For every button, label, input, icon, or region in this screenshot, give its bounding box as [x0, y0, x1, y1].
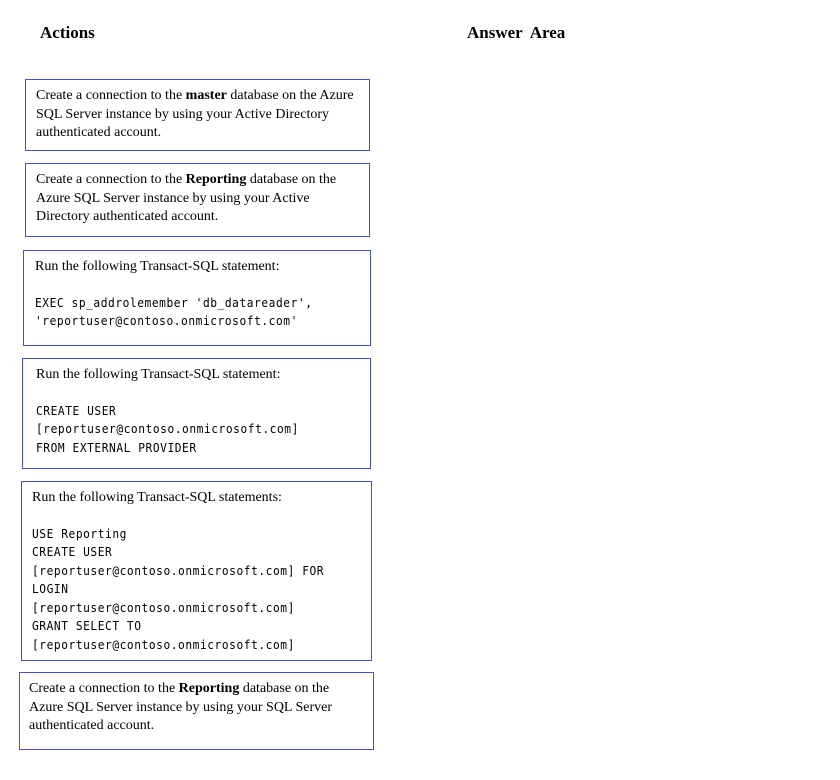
action-code: CREATE USER [reportuser@contoso.onmicrosoft.com] FROM EXTERNAL PROVIDER	[36, 403, 299, 455]
action-connect-master-ad[interactable]	[25, 79, 370, 151]
action-code: USE Reporting CREATE USER [reportuser@contoso.onmicrosoft.com] FOR LOGIN [reportuser@contoso.onmicrosoft.com] GRANT SELECT TO [reportuser@contoso.onmicrosoft.com]	[32, 526, 325, 652]
action-connect-reporting-ad[interactable]	[25, 163, 370, 237]
action-text: Run the following Transact-SQL statement:	[35, 259, 280, 274]
action-text: Run the following Transact-SQL statement:	[36, 367, 281, 382]
action-run-create-user-login-grant[interactable]	[21, 481, 372, 661]
action-connect-reporting-sql[interactable]	[19, 672, 374, 750]
action-text: Run the following Transact-SQL statements:	[32, 490, 282, 505]
actions-heading: Actions	[40, 23, 95, 42]
action-run-addrolemember[interactable]	[23, 250, 371, 346]
action-text: Create a connection to the Reporting database on the Azure SQL Server instance by using your Active Directory authenticated account.	[36, 172, 337, 224]
action-text: Create a connection to the master database on the Azure SQL Server instance by using your Active Directory authenticated account.	[36, 88, 354, 140]
answer-area-heading: Answer Area	[467, 23, 566, 42]
action-code: EXEC sp_addrolemember 'db_datareader', 'reportuser@contoso.onmicrosoft.com'	[35, 295, 313, 328]
action-run-create-user-external[interactable]	[22, 358, 371, 469]
action-text: Create a connection to the Reporting database on the Azure SQL Server instance by using your SQL Server authenticated account.	[29, 681, 333, 733]
answer-area-dropzone[interactable]	[460, 60, 820, 750]
